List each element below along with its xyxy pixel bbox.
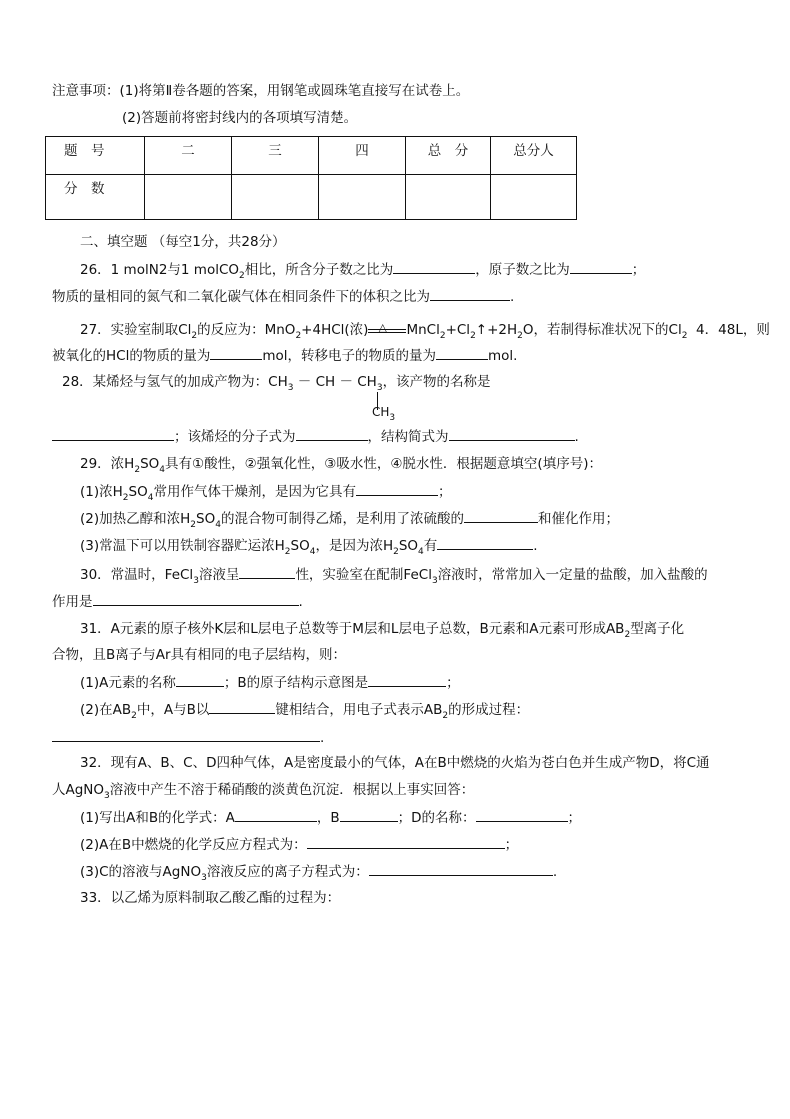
q31-text: 中，A与B以 [136,702,210,718]
score-table-header-cell: 二 [145,137,232,175]
q27-text: MnCl [406,322,440,338]
question-32-line-2 [52,780,474,802]
question-32-item-1 [80,807,581,828]
question-31-line-1 [80,619,684,641]
answer-blank-32-4[interactable] [307,834,505,849]
q26-text: ，原子数之比为 [475,262,570,278]
q31-text: ； [446,675,460,691]
question-28-line-1 [62,372,491,394]
q31-text: 键相结合，用电子式表示AB [275,702,443,718]
answer-blank-30-1[interactable] [239,564,295,579]
subscript: 4 [309,547,316,557]
q29-text: 常用作气体干燥剂，是因为它具有 [153,484,356,500]
q30-text: 性，实验室在配制FeCl [295,567,432,583]
q27-text: ↑+2H [475,322,518,338]
q32-text: ，B [316,810,340,826]
q30-text: 作用是 [52,594,93,610]
q29-text: 和催化作用； [537,511,619,527]
q32-text: (3)C的溶液与AgNO [80,864,202,880]
subscript: 2 [517,331,523,341]
subscript: 2 [393,547,399,557]
q32-text: 溶液反应的离子方程式为： [206,864,369,880]
subscript: 4 [159,465,166,475]
answer-blank-31-2[interactable] [368,672,446,687]
answer-blank-31-1[interactable] [176,672,224,687]
q28-text: . [574,429,579,445]
q29-text: 的混合物可制得乙烯，是利用了浓硫酸的 [220,511,464,527]
subscript: 3 [201,873,207,883]
answer-blank-32-5[interactable] [369,861,553,876]
score-cell[interactable] [319,175,406,220]
score-table-header-row [46,137,577,175]
subscript: 2 [131,711,137,721]
answer-blank-28-3[interactable] [449,426,575,441]
q31-text: (1)A元素的名称 [80,675,176,691]
q27-text: +4HCl(浓) [301,322,369,338]
q28-text: ；该烯烃的分子式为 [174,429,296,445]
q31-text: 型离子化 [630,621,685,637]
score-cell[interactable] [491,175,577,220]
subscript: 2 [134,465,141,475]
score-table-header-cell: 总分人 [491,137,577,175]
q30-text: 溶液时，常常加入一定量的盐酸，加入盐酸的 [437,567,708,583]
notes-line-2: (2)答题前将密封线内的各项填写清楚。 [122,110,358,126]
score-table-score-row [46,175,577,220]
q29-text: (1)浓H [80,484,123,500]
score-table-header-cell: 题 号 [46,137,145,175]
q26-text: 物质的量相同的氮气和二氧化碳气体在相同条件下的体积之比为 [52,289,430,305]
q32-text: (2)A在B中燃烧的化学反应方程式为： [80,837,307,853]
q32-text: ； [504,837,519,853]
question-29-item-1 [80,481,451,504]
q27-text: O，若制得标准状况下的Cl [522,322,682,338]
q30-text: . [298,594,303,610]
question-30-line-2 [52,591,303,612]
question-31-item-1 [80,672,460,693]
score-table [45,136,577,220]
q29-text: ； [437,484,452,500]
q32-text: 人AgNO [52,782,105,798]
q29-text: SO [290,538,310,554]
q27-text: 的反应为：MnO [197,322,296,338]
score-cell[interactable] [145,175,232,220]
answer-blank-29-3[interactable] [437,535,533,550]
q29-text: SO [140,456,160,472]
q28-text: － CH － CH [297,374,377,390]
q31-text: 31．A元素的原子核外K层和L层电子总数等于M层和L层电子总数，B元素和A元素可形成AB [80,621,625,637]
q26-text: 26．1 molN2与1 molCO [80,262,240,278]
q29-text: 29．浓H [80,456,135,472]
section-title: 二、填空题 （每空1分，共28分） [80,234,286,250]
question-26-line-1 [80,259,645,282]
answer-blank-29-1[interactable] [356,481,438,496]
subscript: 3 [431,576,438,586]
question-29-item-3 [80,535,538,558]
subscript: 3 [104,791,110,801]
subscript: 3 [389,413,396,423]
subscript: 2 [239,271,245,281]
score-table-header-cell: 总 分 [406,137,491,175]
q31-text: ；B的原子结构示意图是 [223,675,369,691]
answer-blank-27-2[interactable] [436,345,488,360]
subscript: 2 [439,331,446,341]
answer-blank-31-3[interactable] [209,699,275,714]
answer-blank-27-1[interactable] [210,345,262,360]
q29-text: (2)加热乙醇和浓H [80,511,191,527]
answer-blank-30-2[interactable] [93,591,299,606]
answer-blank-28-1[interactable] [52,426,174,441]
q29-text: SO [128,484,148,500]
q28-text: CH [372,405,390,419]
q26-text: 相比，所含分子数之比为 [244,262,394,278]
answer-blank-26-3[interactable] [430,286,510,301]
score-cell[interactable] [406,175,491,220]
q29-text: (3)常温下可以用铁制容器贮运浓H [80,538,285,554]
subscript: 3 [376,383,383,393]
q29-text: ，是因为浓H [315,538,394,554]
q28-text: ，结构简式为 [367,429,449,445]
answer-blank-26-1[interactable] [393,259,475,274]
answer-blank-26-2[interactable] [570,259,632,274]
subscript: 2 [624,630,631,640]
q28-text: ，该产物的名称是 [382,374,491,390]
question-29-item-2 [80,508,619,531]
q32-text: 溶液中产生不溶于稀硝酸的淡黄色沉淀．根据以上事实回答： [109,782,475,798]
q29-text: 有 [423,538,438,554]
heat-triangle-icon: △ [378,321,387,334]
question-30-line-1 [80,564,708,587]
q29-text: SO [196,511,216,527]
subscript: 2 [191,331,198,341]
heat-equals-sign [368,320,406,340]
q27-text: +Cl [445,322,471,338]
score-table-row-label: 分 数 [46,175,145,220]
question-29-line-1 [80,454,602,476]
q32-text: ；D的名称： [397,810,476,826]
answer-blank-32-3[interactable] [476,807,568,822]
subscript: 2 [470,331,476,341]
q27-text: mol. [488,348,518,364]
answer-blank-31-4[interactable] [52,727,320,742]
subscript: 2 [284,547,291,557]
answer-blank-28-2[interactable] [296,426,368,441]
question-32-item-2 [80,834,518,855]
q30-text: 30．常温时，FeCl [80,567,194,583]
question-26-line-2 [52,286,514,307]
q32-text: . [552,864,558,880]
q32-text: (1)写出A和B的化学式：A [80,810,235,826]
question-27-line-2 [52,345,517,366]
q31-text: . [320,730,325,746]
question-27-line-1 [80,320,770,342]
q32-text: ； [567,810,582,826]
subscript: 2 [295,331,302,341]
question-32-item-3 [80,861,557,884]
q26-text: ； [631,262,646,278]
q27-text: 被氧化的HCl的物质的量为 [52,348,211,364]
subscript: 3 [287,383,294,393]
q27-text: 4．48L，则 [696,322,770,338]
question-33-line-1: 33．以乙烯为原料制取乙酸乙酯的过程为： [80,890,341,906]
subscript: 2 [442,711,449,721]
q27-text: 27．实验室制取Cl [80,322,192,338]
subscript: 4 [147,493,154,503]
q31-text: (2)在AB [80,702,132,718]
subscript: 2 [681,331,688,341]
answer-blank-29-2[interactable] [464,508,538,523]
subscript: 3 [193,576,199,586]
notes-line-1: 注意事项：(1)将第Ⅱ卷各题的答案，用钢笔或圆珠笔直接写在试卷上。 [52,83,470,99]
q27-text: mol，转移电子的物质的量为 [262,348,436,364]
q31-text: 的形成过程： [448,702,530,718]
subscript: 4 [418,547,424,557]
question-28-line-2 [52,426,579,447]
question-31-line-2: 合物，且B离子与Ar具有相同的电子层结构，则： [52,647,347,663]
score-table-header-cell: 三 [232,137,319,175]
question-32-line-1: 32．现有A、B、C、D四种气体，A是密度最小的气体，A在B中燃烧的火焰为苍白色并生成产物D，将C通 [80,755,710,771]
q29-text: . [533,538,538,554]
answer-blank-32-2[interactable] [340,807,398,822]
subscript: 2 [122,493,129,503]
question-31-item-2 [80,699,529,722]
methyl-branch [372,402,395,424]
q28-text: 28．某烯烃与氢气的加成产物为：CH [62,374,288,390]
answer-blank-32-1[interactable] [235,807,317,822]
q29-text: 具有①酸性，②强氧化性，③吸水性，④脱水性．根据题意填空(填序号)： [165,456,602,472]
score-table-header-cell: 四 [319,137,406,175]
score-cell[interactable] [232,175,319,220]
subscript: 4 [215,520,221,530]
subscript: 2 [190,520,197,530]
q26-text: . [510,289,515,305]
q30-text: 溶液呈 [198,567,240,583]
question-31-line-5 [52,727,324,748]
q29-text: SO [398,538,419,554]
